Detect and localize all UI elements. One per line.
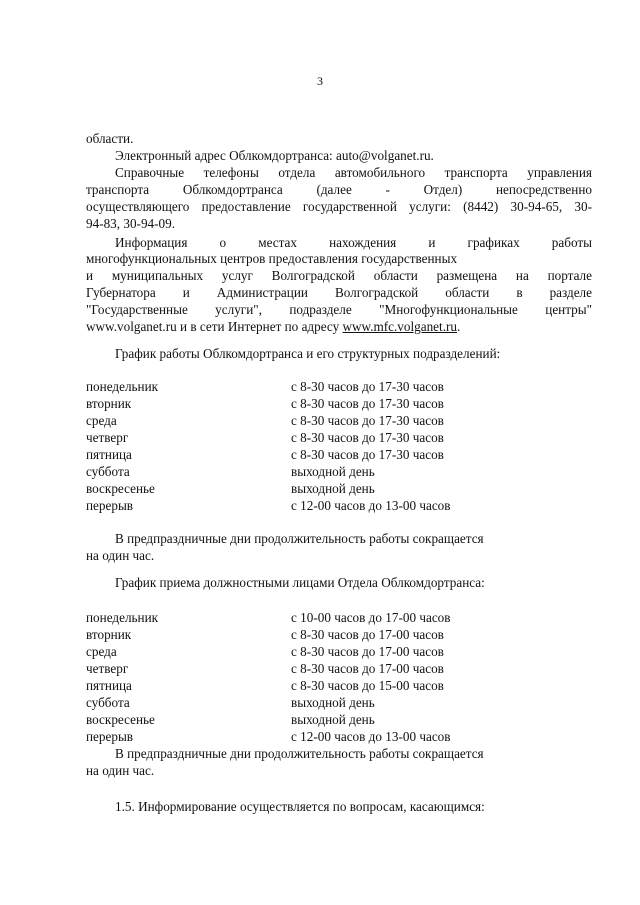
schedule1-time-0: с 8-30 часов до 17-30 часов [291, 379, 444, 394]
schedule1-day-7: перерыв [86, 498, 134, 513]
para3-line1: Информация о местах нахождения и графиках работы [115, 235, 592, 250]
schedule1-time-2: с 8-30 часов до 17-30 часов [291, 413, 444, 428]
schedule1-time-5: выходной день [291, 464, 375, 479]
schedule2-time-4: с 8-30 часов до 15-00 часов [291, 678, 444, 693]
schedule2-day-4: пятница [86, 678, 132, 693]
para3-line5: "Государственные услуги", подразделе "Многофункциональные центры" [86, 302, 592, 317]
para3-line6 [86, 319, 460, 335]
schedule1-time-7: с 12-00 часов до 13-00 часов [291, 498, 451, 513]
schedule1-day-2: среда [86, 413, 117, 428]
schedule1-day-0: понедельник [86, 379, 159, 394]
schedule2-time-0: с 10-00 часов до 17-00 часов [291, 610, 451, 625]
schedule1-day-5: суббота [86, 464, 130, 479]
page-number: 3 [317, 74, 323, 88]
para3-line3: и муниципальных услуг Волгоградской области размещена на портале [86, 268, 592, 283]
schedule2-day-3: четверг [86, 661, 129, 676]
schedule2-day-5: суббота [86, 695, 130, 710]
schedule2-day-6: воскресенье [86, 712, 155, 727]
schedule2-title: График приема должностными лицами Отдела Облкомдортранса: [115, 575, 485, 590]
para3-line6-suffix: . [457, 319, 461, 334]
para3-line6-prefix: www.volganet.ru и в сети Интернет по адресу [86, 319, 343, 334]
schedule1-time-1: с 8-30 часов до 17-30 часов [291, 396, 444, 411]
schedule1-day-3: четверг [86, 430, 129, 445]
schedule2-day-7: перерыв [86, 729, 134, 744]
schedule1-note-line2: на один час. [86, 548, 155, 563]
schedule2-time-7: с 12-00 часов до 13-00 часов [291, 729, 451, 744]
para2-line4: 94-83, 30-94-09. [86, 216, 176, 231]
schedule2-time-2: с 8-30 часов до 17-00 часов [291, 644, 444, 659]
schedule1-time-3: с 8-30 часов до 17-30 часов [291, 430, 444, 445]
schedule2-day-0: понедельник [86, 610, 159, 625]
mfc-link[interactable]: www.mfc.volganet.ru [342, 319, 457, 334]
schedule1-day-1: вторник [86, 396, 132, 411]
schedule1-day-4: пятница [86, 447, 132, 462]
schedule1-time-6: выходной день [291, 481, 375, 496]
schedule2-day-2: среда [86, 644, 117, 659]
para3-line2: многофункциональных центров предоставления государственных [86, 251, 458, 266]
schedule2-note-line1: В предпраздничные дни продолжительность работы сокращается [115, 746, 484, 761]
schedule2-time-3: с 8-30 часов до 17-00 часов [291, 661, 444, 676]
email-address-line: Электронный адрес Облкомдортранса: auto@volganet.ru. [115, 148, 434, 163]
schedule2-time-6: выходной день [291, 712, 375, 727]
schedule2-day-1: вторник [86, 627, 132, 642]
para3-line4: Губернатора и Администрации Волгоградской области в разделе [86, 285, 592, 300]
schedule2-time-1: с 8-30 часов до 17-00 часов [291, 627, 444, 642]
para2-line1: Справочные телефоны отдела автомобильного транспорта управления [115, 165, 592, 180]
para2-line2: транспорта Облкомдортранса (далее - Отдел) непосредственно [86, 182, 592, 197]
schedule2-note-line2: на один час. [86, 763, 155, 778]
schedule1-note-line1: В предпраздничные дни продолжительность работы сокращается [115, 531, 484, 546]
schedule2-time-5: выходной день [291, 695, 375, 710]
schedule1-day-6: воскресенье [86, 481, 155, 496]
section-1-5-heading: 1.5. Информирование осуществляется по вопросам, касающимся: [115, 799, 485, 814]
schedule1-time-4: с 8-30 часов до 17-30 часов [291, 447, 444, 462]
para2-line3: осуществляющего предоставление государственной услуги: (8442) 30-94-65, 30- [86, 199, 592, 214]
schedule1-title: График работы Облкомдортранса и его структурных подразделений: [115, 346, 501, 361]
para1-line1: области. [86, 131, 134, 146]
